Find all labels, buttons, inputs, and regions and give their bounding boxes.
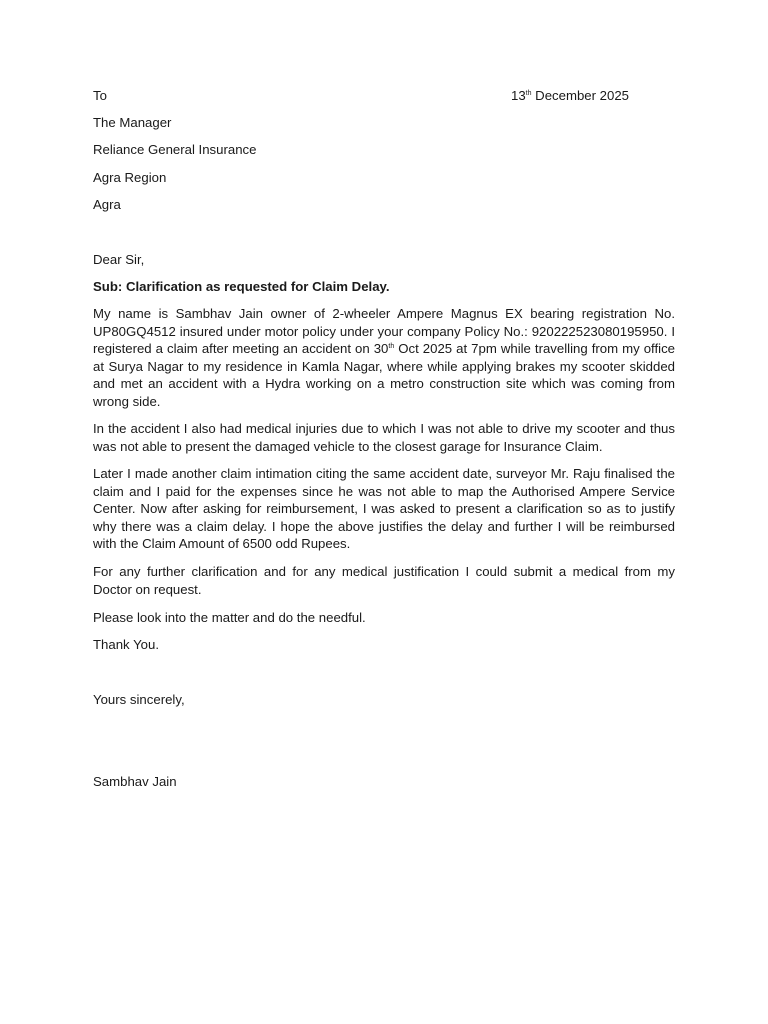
sign-off: Yours sincerely,	[93, 692, 185, 707]
date-suffix: th	[525, 90, 532, 97]
body-paragraph-3: Later I made another claim intimation citing the same accident date, surveyor Mr. Raju finalised the claim and I paid for the expenses since he was not able to map the Authorised Ampere Service Center. Now after asking for reimbursement, I was asked to present a clarification so as to justify why there was a claim delay. I hope the above justifies the delay and further I will be reimbursed with the Claim Amount of 6500 odd Rupees.	[93, 466, 675, 552]
body-paragraph-1	[93, 305, 675, 411]
date-rest: December 2025	[531, 88, 630, 103]
subject-line: Sub: Clarification as requested for Claim Delay.	[93, 279, 390, 294]
thanks-line: Thank You.	[93, 637, 159, 652]
recipient-city: Agra	[93, 197, 121, 212]
signature-name: Sambhav Jain	[93, 774, 177, 789]
recipient-region: Agra Region	[93, 170, 167, 185]
p1-text-end: Oct 2025 at 7pm while travelling from my office at Surya Nagar to my residence in Kamla Nagar, where while applying brakes my scooter skidded and met an accident with a Hydra working on a metro construction site which was coming from wrong side.	[93, 341, 675, 409]
recipient-title: The Manager	[93, 115, 172, 130]
p1-text-start: My name is Sambhav Jain owner of 2-wheeler Ampere Magnus EX bearing registration No. UP80GQ4512 insured under motor policy under your company Policy No.: 920222523080195950. I registered a claim after meeting an accident on 30	[93, 306, 675, 357]
letter-date	[511, 87, 629, 104]
to-label: To	[93, 88, 107, 103]
body-paragraph-2: In the accident I also had medical injuries due to which I was not able to drive my scooter and thus was not able to present the damaged vehicle to the closest garage for Insurance Claim.	[93, 421, 675, 454]
salutation: Dear Sir,	[93, 252, 145, 267]
body-paragraph-4: For any further clarification and for any medical justification I could submit a medical from my Doctor on request.	[93, 564, 675, 597]
recipient-company: Reliance General Insurance	[93, 142, 257, 157]
date-day: 13	[511, 88, 526, 103]
body-paragraph-5: Please look into the matter and do the needful.	[93, 610, 366, 625]
p1-superscript: th	[388, 343, 395, 351]
